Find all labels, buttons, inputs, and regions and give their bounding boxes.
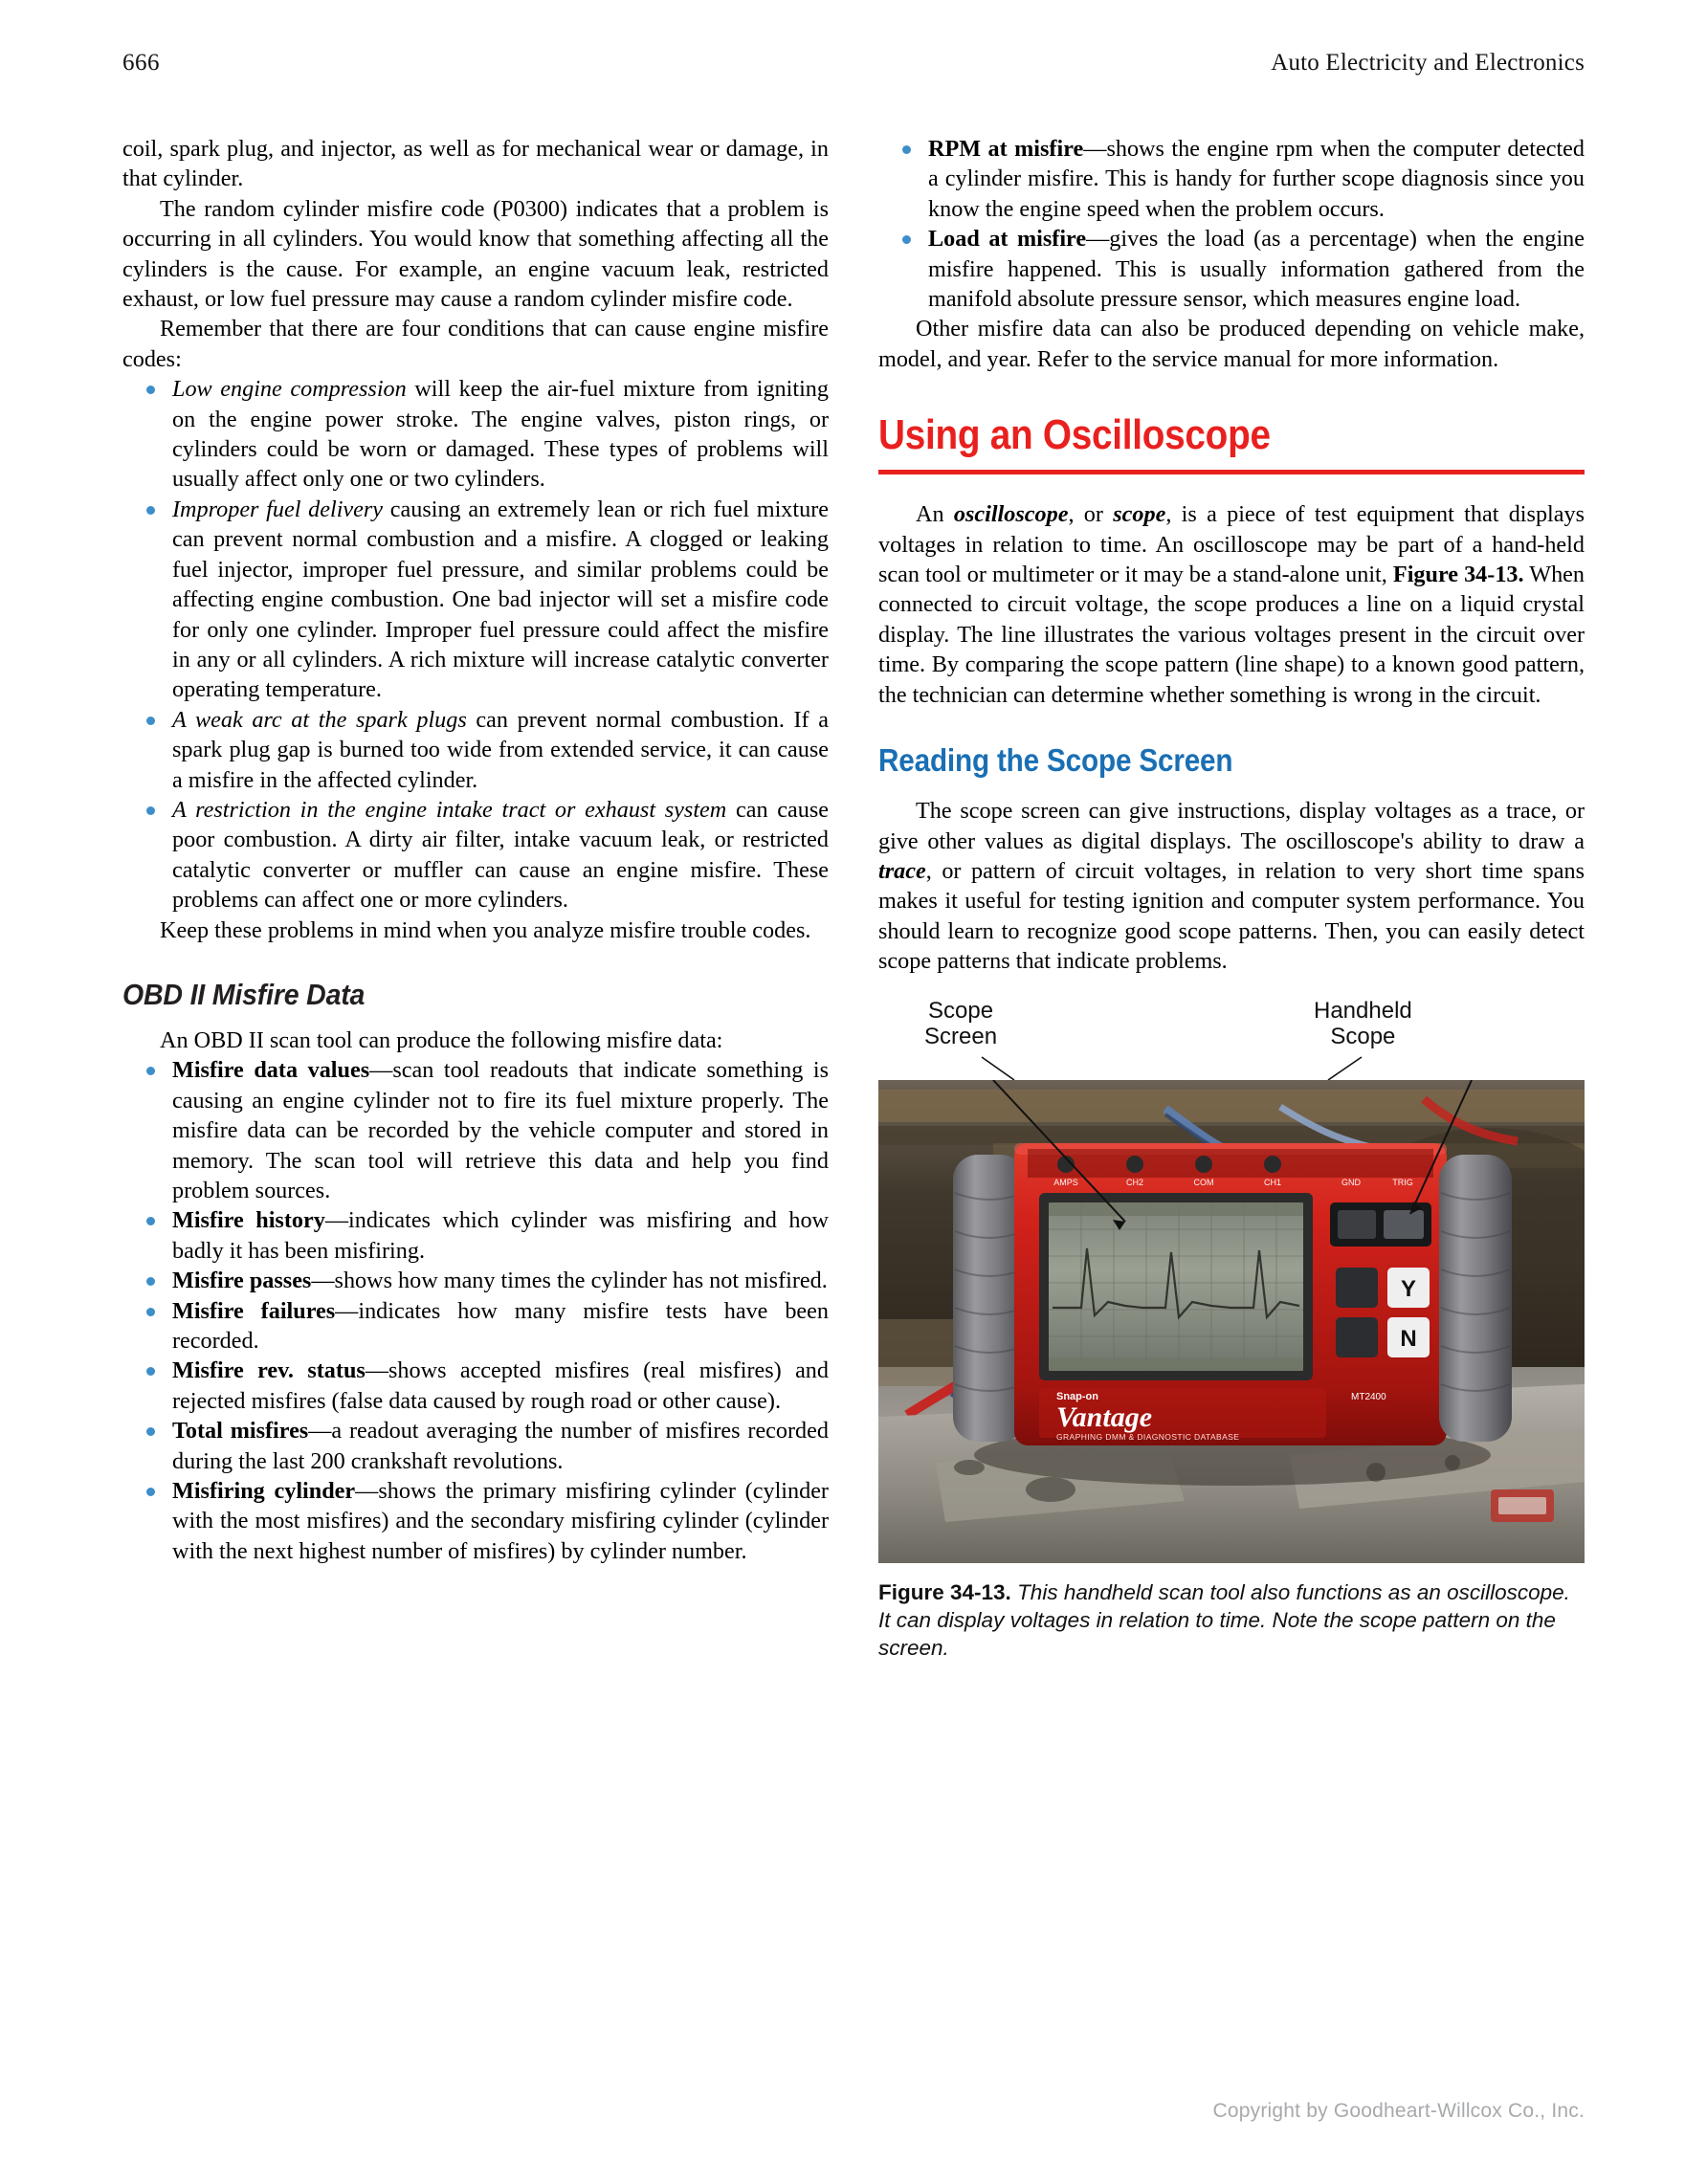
list-item-text: —shows accepted misfires (real misfires) and rejected misfires (false data caused by rough road or other cause).	[172, 1357, 829, 1414]
paragraph-keep: Keep these problems in mind when you analyze misfire trouble codes.	[160, 916, 811, 943]
paragraph-oscilloscope-definition	[878, 499, 1585, 710]
text-run: An	[916, 501, 954, 528]
list-item-lead: A weak arc at the spark plugs	[172, 706, 467, 733]
list-item-lead: Misfire rev. status	[172, 1357, 366, 1384]
paragraph-obd-intro: An OBD II scan tool can produce the following misfire data:	[160, 1026, 723, 1053]
list-item-text: —shows how many times the cylinder has not misfired.	[311, 1268, 828, 1294]
right-column	[878, 134, 1585, 2066]
paragraph-continued: coil, spark plug, and injector, as well as for mechanical wear or damage, in that cylinder.	[122, 136, 829, 192]
svg-text:CH2: CH2	[1125, 1177, 1144, 1187]
list-item	[172, 1055, 829, 1205]
list-item-text: —shows the primary misfiring cylinder (cylinder with the most misfires) and the secondary misfiring cylinder (cylinder with the next highest number of misfires) by cylinder number.	[172, 1478, 829, 1564]
svg-text:GND: GND	[1341, 1177, 1361, 1187]
svg-text:Y: Y	[1400, 1275, 1417, 1302]
list-item-lead: Low engine compression	[172, 376, 407, 403]
list-item-text: —gives the load (as a percentage) when the engine misfire happened. This is usually information gathered from the manifold absolute pressure sensor, which measures engine load.	[928, 226, 1585, 313]
scan-tool-photo-illustration	[878, 1080, 1585, 1563]
svg-text:COM: COM	[1193, 1177, 1214, 1187]
list-item	[928, 134, 1585, 224]
figure-caption-text: This handheld scan tool also functions as an oscilloscope. It can display voltages in relation to time. Note the scope pattern on the screen.	[878, 1579, 1570, 1660]
callout-scope-screen	[924, 998, 997, 1049]
term-scope: scope	[1113, 501, 1166, 528]
figure-caption	[878, 1578, 1585, 1662]
left-column	[122, 134, 829, 2066]
list-item	[172, 1476, 829, 1566]
text-run: When connected to circuit voltage, the scope produces a line on a liquid crystal display. The line illustrates the various voltages present in the circuit over time. By comparing the scope pattern (line shape) to a known good pattern, the technician can determine whether something is wrong in the circuit.	[878, 562, 1585, 708]
paragraph-random-misfire: The random cylinder misfire code (P0300) indicates that a problem is occurring in all cylinders. You would know that something affecting all the cylinders is the cause. For example, an engine vacuum leak, restricted exhaust, or low fuel pressure may cause a random cylinder misfire code.	[122, 195, 829, 313]
callout-handheld-scope	[1314, 998, 1412, 1049]
list-item-text: —indicates which cylinder was misfiring and how badly it has been misfiring.	[172, 1207, 830, 1264]
list-item-lead: Misfire data values	[172, 1057, 370, 1084]
list-item-lead: Misfire failures	[172, 1297, 336, 1324]
list-item-lead: Improper fuel delivery	[172, 496, 384, 522]
heading-obd-misfire-data: OBD II Misfire Data	[122, 977, 366, 1011]
misfire-conditions-list	[122, 374, 829, 915]
list-item-text: —scan tool readouts that indicate something is causing an engine cylinder not to fire its fuel mixture properly. The misfire data can be recorded by the vehicle computer and stored in memory. The scan tool will retrieve this data and help you find problem sources.	[172, 1057, 830, 1203]
list-item	[172, 1416, 829, 1476]
list-item-lead: Misfire history	[172, 1207, 325, 1234]
text-run: The scope screen can give instructions, display voltages as a trace, or give other values as digital displays. The oscilloscope's ability to draw a	[878, 798, 1585, 854]
term-trace: trace	[878, 857, 926, 884]
callout-line: Screen	[924, 1023, 998, 1049]
svg-text:CH1: CH1	[1263, 1177, 1282, 1187]
misfire-data-list-continued	[878, 134, 1585, 314]
figure-reference: Figure 34-13.	[1392, 562, 1524, 588]
list-item	[172, 795, 829, 916]
list-item	[172, 705, 829, 795]
text-run: , or	[1068, 501, 1114, 528]
list-item-lead: Load at misfire	[928, 226, 1087, 253]
right-grip	[1439, 1155, 1512, 1442]
book-title: Auto Electricity and Electronics	[1271, 50, 1585, 76]
list-item-text: —a readout averaging the number of misfires recorded during the last 200 crankshaft revolutions.	[172, 1418, 829, 1474]
list-item-lead: Misfiring cylinder	[172, 1478, 356, 1505]
list-item-text: can cause poor combustion. A dirty air filter, intake vacuum leak, or restricted catalytic converter or muffler can cause an engine misfire. These problems can affect one or more cylinders.	[172, 796, 829, 914]
list-item-text: will keep the air-fuel mixture from igniting on the engine power stroke. The engine valves, piston rings, or cylinders could be worn or damaged. These types of problems will usually affect only one or two cylinders.	[172, 376, 829, 493]
svg-text:GRAPHING DMM & DIAGNOSTIC DATA: GRAPHING DMM & DIAGNOSTIC DATABASE	[1056, 1431, 1240, 1442]
heading-reading-the-scope-screen: Reading the Scope Screen	[878, 742, 1233, 779]
list-item-lead: Total misfires	[172, 1418, 309, 1445]
svg-text:Snap-on: Snap-on	[1056, 1390, 1098, 1402]
copyright-notice: Copyright by Goodheart-Willcox Co., Inc.	[1212, 2100, 1585, 2122]
figure-callouts	[878, 998, 1585, 1080]
two-column-body	[122, 134, 1585, 2066]
svg-text:AMPS: AMPS	[1053, 1177, 1078, 1187]
heading-using-an-oscilloscope: Using an Oscilloscope	[878, 411, 1271, 459]
list-item-text: —shows the engine rpm when the computer detected a cylinder misfire. This is handy for further scope diagnosis since you know the engine speed when the problem occurs.	[928, 136, 1585, 222]
term-oscilloscope: oscilloscope	[953, 501, 1069, 528]
list-item-text: can prevent normal combustion. If a spark plug gap is burned too wide from extended service, it can cause a misfire in the affected cylinder.	[172, 706, 829, 793]
list-item-lead: A restriction in the engine intake tract or exhaust system	[172, 796, 727, 823]
paragraph-reading-scope-screen	[878, 796, 1585, 976]
figure-34-13	[878, 998, 1585, 1662]
running-head	[122, 50, 1585, 77]
misfire-data-list	[122, 1055, 829, 1566]
page-number: 666	[122, 50, 160, 76]
callout-line: Scope	[1330, 1023, 1396, 1049]
figure-photo-handheld-scan-tool	[878, 1080, 1585, 1563]
svg-text:N: N	[1400, 1325, 1417, 1352]
list-item	[172, 1356, 829, 1416]
figure-caption-label: Figure 34-13.	[878, 1579, 1011, 1604]
svg-text:MT2400: MT2400	[1351, 1391, 1386, 1402]
callout-line: Handheld	[1314, 997, 1412, 1024]
list-item-lead: RPM at misfire	[928, 136, 1084, 162]
list-item-lead: Misfire passes	[172, 1268, 312, 1294]
list-item-text: causing an extremely lean or rich fuel mixture can prevent normal combustion and a misfire. A clogged or leaking fuel injector, improper fuel pressure, and similar problems could be affecting engine combustion. One bad injector will set a misfire code for only one cylinder. Improper fuel pressure could affect the misfire in any or all cylinders. A rich mixture will increase catalytic converter operating temperature.	[172, 496, 829, 703]
list-item	[928, 224, 1585, 314]
text-run: , is a piece of test equipment that displays voltages in relation to time. An oscilloscope may be part of a hand-held scan tool or multimeter or it may be a stand-alone unit,	[878, 501, 1585, 588]
svg-text:Vantage: Vantage	[1056, 1401, 1153, 1433]
svg-text:TRIG: TRIG	[1392, 1177, 1413, 1187]
list-item	[172, 374, 829, 495]
list-item	[172, 1205, 829, 1266]
text-run: , or pattern of circuit voltages, in relation to very short time spans makes it useful for testing ignition and computer system performance. You should learn to recognize good scope patterns. Then, you can easily detect scope patterns that indicate problems.	[878, 857, 1585, 975]
list-item	[172, 495, 829, 705]
paragraph-remember: Remember that there are four conditions that can cause engine misfire codes:	[122, 316, 829, 372]
list-item	[172, 1296, 829, 1357]
list-item-text: —indicates how many misfire tests have been recorded.	[172, 1297, 829, 1355]
callout-line: Scope	[927, 997, 994, 1024]
paragraph-other-misfire-data: Other misfire data can also be produced depending on vehicle make, model, and year. Refer to the service manual for more information.	[878, 316, 1585, 372]
list-item	[172, 1266, 829, 1295]
